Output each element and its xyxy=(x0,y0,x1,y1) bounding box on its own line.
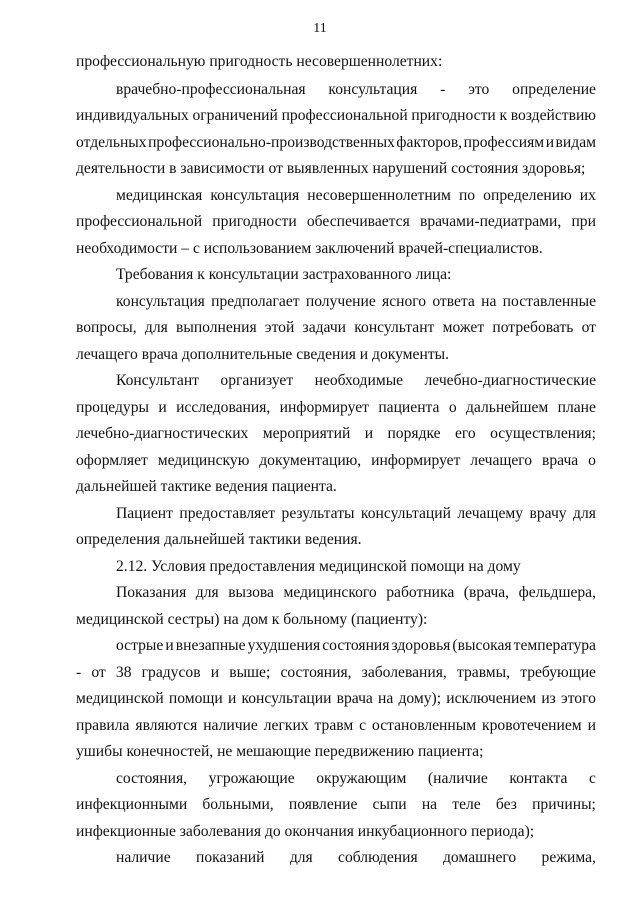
word: медицинская xyxy=(116,187,203,204)
word: состояния xyxy=(322,637,390,654)
word: врача xyxy=(336,690,373,707)
word: выполнения xyxy=(175,319,257,336)
word: консультаций xyxy=(360,505,451,522)
text-line xyxy=(76,689,596,709)
word: определение xyxy=(512,81,596,98)
word: на xyxy=(481,293,497,310)
word: информирует xyxy=(371,452,461,469)
text-line: Требования к консультации застрахованного лица: xyxy=(116,266,452,283)
word: на xyxy=(378,690,394,707)
text-line xyxy=(116,769,596,789)
word: внезапные xyxy=(175,637,246,654)
word: травм xyxy=(314,717,354,734)
word: здоровья xyxy=(391,637,451,654)
word: это xyxy=(468,81,490,98)
word: окружающим xyxy=(316,770,407,787)
word: 38 xyxy=(115,664,132,681)
word: для xyxy=(195,584,219,601)
text-line xyxy=(116,80,596,100)
text-line: необходимости – с использованием заключений врачей-специалистов. xyxy=(76,240,543,257)
word: информирует xyxy=(279,399,369,416)
word: для xyxy=(144,319,168,336)
text-line: профессиональную пригодность несовершеннолетних: xyxy=(76,53,443,70)
word: ограничений xyxy=(192,107,278,124)
word: медицинской xyxy=(76,690,164,707)
word: пригодности xyxy=(212,213,297,230)
word: задачи xyxy=(302,319,347,336)
word: угрожающие xyxy=(208,770,295,787)
word: с xyxy=(359,717,367,734)
word: больными, xyxy=(202,796,274,813)
text-line xyxy=(116,583,596,603)
word: фельдшера, xyxy=(518,584,596,601)
word: консультация xyxy=(116,293,205,310)
word: лечебно-диагностических xyxy=(76,425,249,442)
word: заболевания, xyxy=(361,664,447,681)
word: и xyxy=(587,717,596,734)
word: плане xyxy=(557,399,596,416)
word: отдельных xyxy=(76,134,147,151)
word: консультация xyxy=(328,81,418,98)
word: поставленные xyxy=(502,293,596,310)
word: потребовать xyxy=(492,319,574,336)
word: причины; xyxy=(532,796,596,813)
word: к xyxy=(499,107,508,124)
word: дальнейшем xyxy=(465,399,549,416)
word: исключением xyxy=(446,690,537,707)
word: необходимые xyxy=(314,372,404,389)
word: врачу xyxy=(529,505,567,522)
text-line xyxy=(76,451,596,471)
word: документацию, xyxy=(259,452,362,469)
word: наличие xyxy=(116,849,171,866)
word: факторов, xyxy=(396,134,463,151)
text-line xyxy=(76,318,596,338)
word: домашнего xyxy=(443,849,517,866)
word: о xyxy=(588,452,596,469)
word: ответа xyxy=(432,293,475,310)
word: сыпи xyxy=(372,796,407,813)
word: обеспечивается xyxy=(306,213,410,230)
word: их xyxy=(579,187,596,204)
word: кровотечением xyxy=(482,717,582,734)
word: исследования, xyxy=(176,399,271,416)
word: (врача, xyxy=(463,584,510,601)
word: о xyxy=(448,399,457,416)
word: этой xyxy=(264,319,295,336)
word: состояния, xyxy=(280,664,352,681)
word: для xyxy=(573,505,596,522)
word: травмы, xyxy=(456,664,511,681)
word: профессиям xyxy=(463,134,545,151)
word: ясного xyxy=(382,293,427,310)
word: наличие xyxy=(203,717,258,734)
word: соблюдения xyxy=(338,849,418,866)
word: градусов xyxy=(141,664,201,681)
word: медицинского xyxy=(283,584,377,601)
word: организует xyxy=(220,372,294,389)
text-line xyxy=(116,848,596,868)
word: видам xyxy=(555,134,596,151)
word: консультации xyxy=(241,690,332,707)
word: работника xyxy=(386,584,455,601)
word: профессионально-производственных xyxy=(148,134,395,151)
text-line: ушибы конечностей, не мешающие передвижению пациента; xyxy=(76,743,484,760)
word: пациента xyxy=(378,399,440,416)
text-line xyxy=(76,716,596,736)
word: этого xyxy=(561,690,596,707)
word: на xyxy=(421,796,438,813)
word: - xyxy=(76,664,82,681)
word: от xyxy=(581,319,596,336)
word: Показания xyxy=(116,584,187,601)
word: из xyxy=(541,690,556,707)
word: врача xyxy=(542,452,579,469)
word: легких xyxy=(263,717,309,734)
word: (высокая xyxy=(452,637,512,654)
text-line xyxy=(76,795,596,815)
text-line xyxy=(76,424,596,444)
text-line xyxy=(116,371,596,391)
text-line: определения дальнейшей тактики ведения. xyxy=(76,531,362,548)
word: для xyxy=(289,849,313,866)
word: правила xyxy=(76,717,130,734)
word: воздействию xyxy=(510,107,596,124)
text-line: 2.12. Условия предоставления медицинской помощи на дому xyxy=(116,558,521,575)
word: лечащему xyxy=(457,505,524,522)
word: при xyxy=(571,213,596,230)
word: осуществления; xyxy=(490,425,596,442)
text-line xyxy=(76,398,596,418)
word: режима, xyxy=(541,849,596,866)
word: врачебно-профессиональная xyxy=(116,81,306,98)
word: теле xyxy=(452,796,481,813)
word: от xyxy=(91,664,106,681)
word: лечебно-диагностические xyxy=(424,372,596,389)
word: дому); xyxy=(398,690,442,707)
word: профессиональной xyxy=(281,107,408,124)
word: и xyxy=(545,134,555,151)
word: консультант xyxy=(354,319,435,336)
word: - xyxy=(440,81,446,98)
text-line xyxy=(76,663,596,683)
word: и xyxy=(165,637,174,654)
word: предполагает xyxy=(211,293,300,310)
word: его xyxy=(455,425,476,442)
text-line: деятельности в зависимости от выявленных нарушений состояния здоровья; xyxy=(76,160,586,177)
word: может xyxy=(442,319,485,336)
text-line xyxy=(116,636,596,656)
word: состояния, xyxy=(116,770,188,787)
word: оформляет xyxy=(76,452,148,469)
word: помощи xyxy=(168,690,223,707)
word: и xyxy=(227,690,237,707)
word: (наличие xyxy=(427,770,488,787)
word: медицинскую xyxy=(157,452,250,469)
word: врачами-педиатрами, xyxy=(419,213,562,230)
word: индивидуальных xyxy=(76,107,189,124)
text-line xyxy=(76,212,596,232)
word: остановленным xyxy=(372,717,477,734)
word: требующие xyxy=(520,664,596,681)
text-line xyxy=(116,292,596,312)
word: мероприятий xyxy=(262,425,351,442)
word: контакта xyxy=(509,770,568,787)
text-line: медицинской сестры) на дом к больному (пациенту): xyxy=(76,611,428,628)
text-line xyxy=(116,186,596,206)
text-line: лечащего врача дополнительные сведения и документы. xyxy=(76,346,450,363)
word: с xyxy=(589,770,596,787)
word: пригодности xyxy=(411,107,496,124)
word: ухудшения xyxy=(247,637,321,654)
word: выше; xyxy=(229,664,271,681)
word: Консультант xyxy=(116,372,199,389)
word: Пациент xyxy=(116,505,173,522)
word: и xyxy=(364,425,374,442)
word: и xyxy=(158,399,167,416)
text-line xyxy=(76,133,596,153)
word: результаты xyxy=(281,505,355,522)
word: по xyxy=(458,187,476,204)
word: вопросы, xyxy=(76,319,137,336)
word: консультация xyxy=(210,187,300,204)
word: инфекционными xyxy=(76,796,188,813)
page-number: 11 xyxy=(313,21,327,36)
text-line: дальнейшей тактике ведения пациента. xyxy=(76,478,337,495)
word: профессиональной xyxy=(76,213,203,230)
word: определению xyxy=(483,187,572,204)
word: и xyxy=(210,664,220,681)
word: несовершеннолетним xyxy=(307,187,451,204)
word: лечащего xyxy=(470,452,533,469)
text-line: инфекционные заболевания до окончания инкубационного периода); xyxy=(76,823,535,840)
word: предоставляет xyxy=(179,505,276,522)
text-line xyxy=(116,504,596,524)
word: процедуры xyxy=(76,399,150,416)
word: без xyxy=(495,796,517,813)
text-line xyxy=(76,106,596,126)
word: являются xyxy=(135,717,198,734)
word: показаний xyxy=(195,849,265,866)
word: появление xyxy=(288,796,358,813)
word: острые xyxy=(116,637,164,654)
word: вызова xyxy=(228,584,274,601)
word: температура xyxy=(513,637,596,654)
word: порядке xyxy=(387,425,441,442)
word: получение xyxy=(305,293,376,310)
